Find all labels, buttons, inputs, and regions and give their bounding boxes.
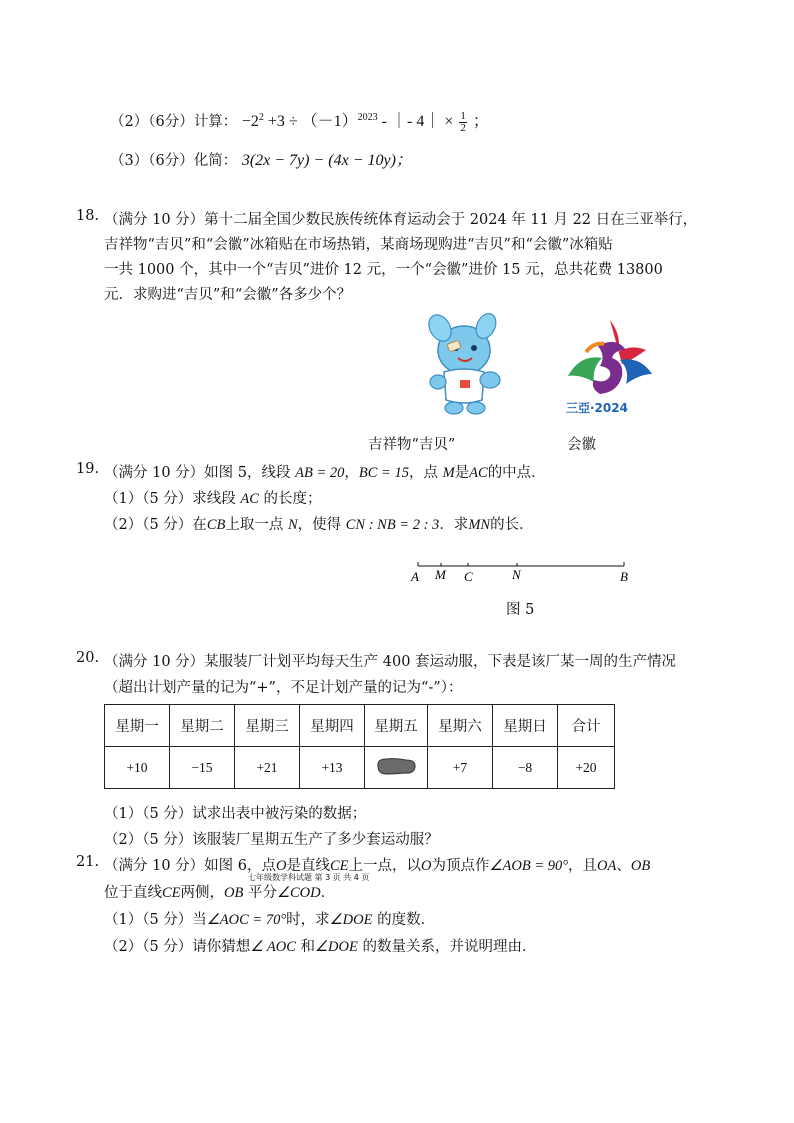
q17-part3-label: （3）（6分）化简： [110, 153, 238, 169]
q21-line2: 位于直线CE两侧，OB 平分∠COD． [104, 885, 336, 901]
ink-stain-icon [374, 755, 418, 777]
table-header-cell: 合计 [558, 705, 615, 747]
q21-part2: （2）（5 分）请你猜想∠ AOC 和∠DOE 的数量关系，并说明理由． [104, 939, 537, 955]
q18-line2: 吉祥物“吉贝”和“会徽”冰箱贴在市场热销，某商场现购进“吉贝”和“会徽”冰箱贴 [104, 237, 613, 253]
q18-number: 18. [76, 208, 100, 224]
q19-part1: （1）（5 分）求线段 AC 的长度； [104, 491, 322, 507]
point-label-b: B [620, 569, 628, 584]
q21-line1: （满分 10 分）如图 6，点O是直线CE上一点，以O为顶点作∠AOB = 90°，且OA、OB [104, 858, 651, 874]
table-header-cell: 星期三 [235, 705, 300, 747]
q20-part1: （1）（5 分）试求出表中被污染的数据； [104, 806, 367, 822]
q17-part2-label: （2）（6分）计算： [110, 114, 238, 130]
emblem-caption: 会徽 [567, 437, 596, 453]
figure5-segment [405, 558, 637, 586]
table-cell-stained [365, 747, 428, 789]
table-cell: +21 [235, 747, 300, 789]
table-header-cell: 星期一 [105, 705, 170, 747]
q20-number: 20. [76, 650, 100, 666]
table-header-cell: 星期六 [428, 705, 493, 747]
figure5-caption: 图 5 [506, 602, 535, 618]
q18-line4: 元．求购进“吉贝”和“会徽”各多少个？ [104, 287, 352, 303]
table-cell: +20 [558, 747, 615, 789]
q17-part2-expression: $-2^2 +3 \div (-1)^{2023}$ - ｜- 4｜ × $\frac{1}{2}$ ； [241, 109, 489, 134]
fraction-one-half: $\frac{1}{2}$ [460, 109, 466, 134]
q20-part2: （2）（5 分）该服装厂星期五生产了多少套运动服？ [104, 832, 439, 848]
table-header-row [105, 705, 615, 747]
q19-number: 19. [76, 461, 100, 477]
mascot-jibei-image [420, 310, 510, 418]
emblem-text: 三亞·2024 [566, 401, 628, 415]
table-cell: −15 [170, 747, 235, 789]
q20-line2: （超出计划产量的记为“+”，不足计划产量的记为“-”）： [104, 680, 463, 696]
q18-line1: （满分 10 分）第十二届全国少数民族传统体育运动会于 2024 年 11 月 22 日在三亚举行， [104, 212, 698, 228]
page-footer: 七年级数学科试题 第 3 页 共 4 页 [248, 873, 370, 882]
q21-number: 21. [76, 854, 100, 870]
q17-part3 [110, 147, 412, 170]
table-cell: +10 [105, 747, 170, 789]
q19-line1: （满分 10 分）如图 5，线段 AB = 20，BC = 15，点 M是AC的中点． [104, 465, 546, 481]
table-header-cell: 星期五 [365, 705, 428, 747]
q20-line1: （满分 10 分）某服装厂计划平均每天生产 400 套运动服，下表是该厂某一周的生产情况 [104, 654, 677, 670]
table-cell: −8 [493, 747, 558, 789]
q19-part2: （2）（5 分）在CB上取一点 N，使得 CN : NB = 2 : 3．求MN的长． [104, 517, 534, 533]
mascot-caption: 吉祥物“吉贝” [368, 437, 456, 453]
point-label-a: A [411, 569, 419, 584]
table-cell: +13 [300, 747, 365, 789]
q17-part3-expression: 3(2x − 7y) − (4x − 10y)； [241, 152, 412, 169]
point-label-c: C [464, 569, 473, 584]
table-cell: +7 [428, 747, 493, 789]
q17-part2 [110, 108, 489, 134]
table-header-cell: 星期二 [170, 705, 235, 747]
games-emblem-image [560, 316, 660, 416]
table-header-cell: 星期日 [493, 705, 558, 747]
q21-part1: （1）（5 分）当∠AOC = 70°时，求∠DOE 的度数． [104, 912, 436, 928]
point-label-m: M [435, 567, 446, 582]
point-label-n: N [512, 567, 521, 582]
production-table [104, 704, 615, 789]
q18-line3: 一共 1000 个，其中一个“吉贝”进价 12 元，一个“会徽”进价 15 元，总共花费 13800 [104, 262, 663, 278]
table-header-cell: 星期四 [300, 705, 365, 747]
table-value-row [105, 747, 615, 789]
